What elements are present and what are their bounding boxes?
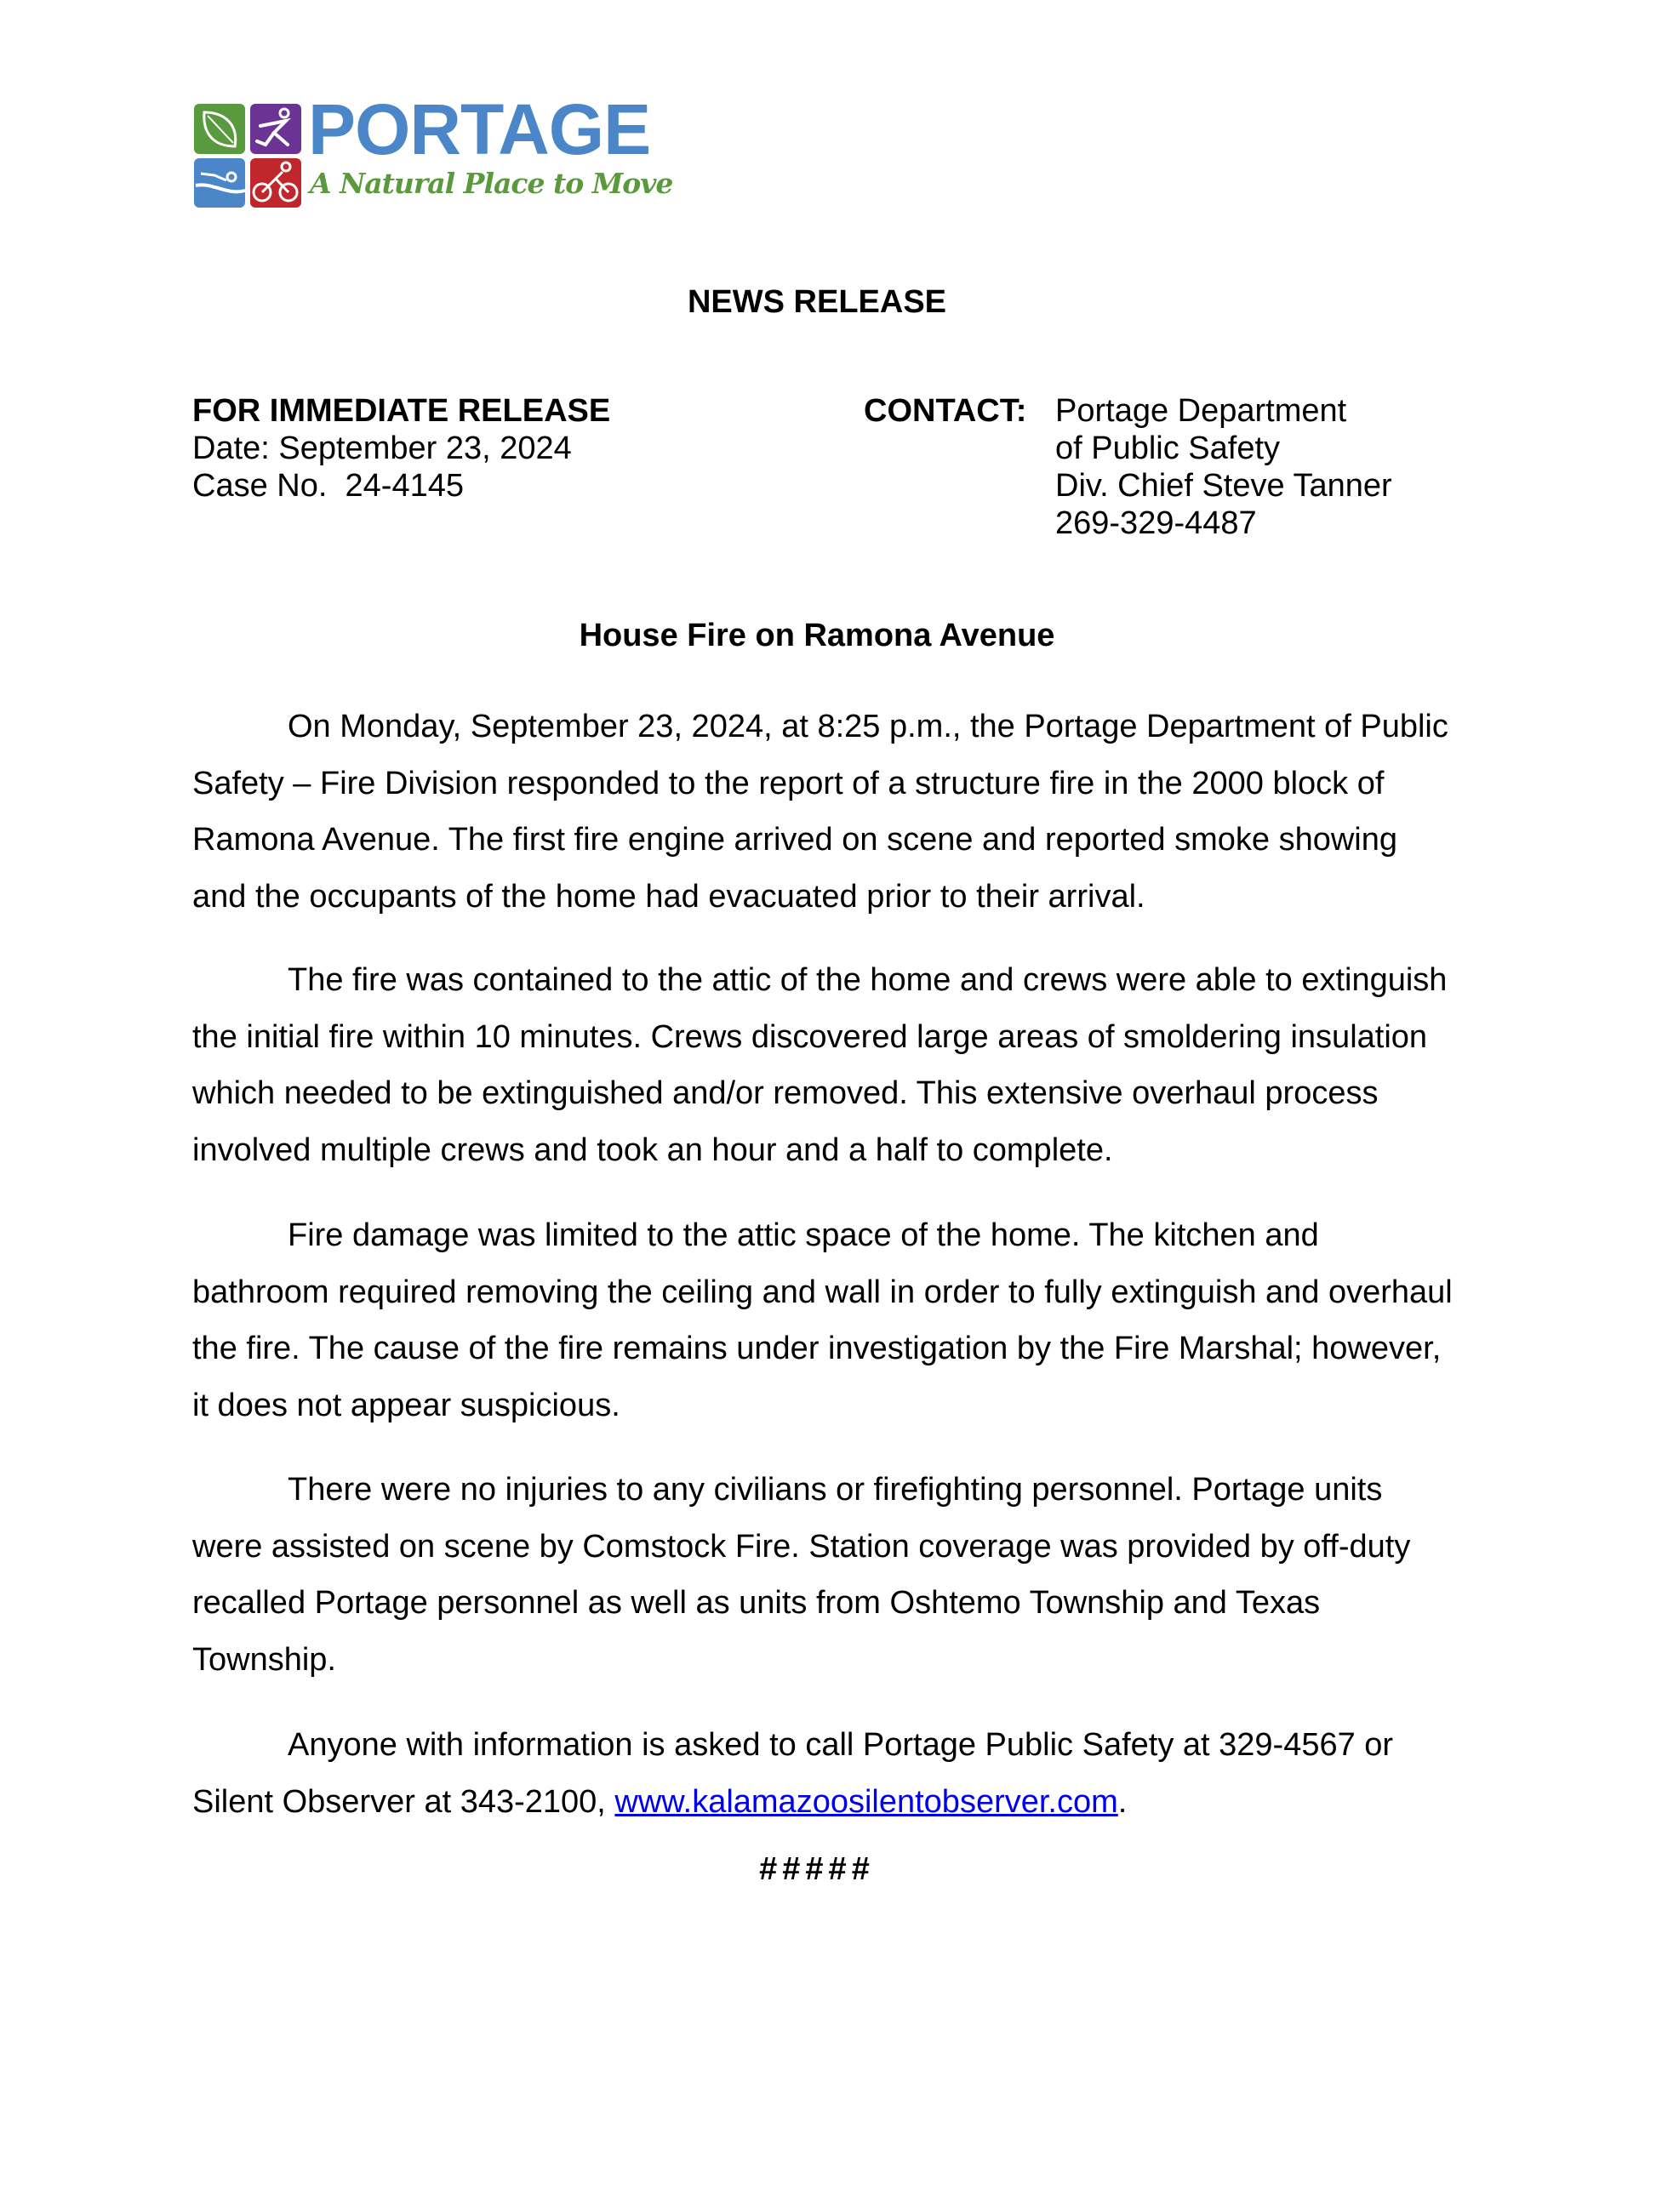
text-line: the initial fire within 10 minutes. Crews discovered large areas of smoldering insulation [192, 1018, 1428, 1055]
text-segment: . [1117, 1783, 1128, 1820]
contact-label: CONTACT: [864, 393, 1027, 429]
release-info [192, 392, 610, 505]
text-line: There were no injuries to any civilians or firefighting personnel. Portage units [288, 1472, 1383, 1508]
release-title: House Fire on Ramona Avenue [579, 618, 1055, 653]
news-release-heading: NEWS RELEASE [687, 284, 947, 320]
end-mark: ##### [759, 1851, 875, 1887]
contact-line: of Public Safety [1055, 430, 1281, 466]
text-line: Township. [192, 1642, 336, 1679]
paragraph-3 [192, 1207, 1469, 1434]
text-line: On Monday, September 23, 2024, at 8:25 p.m., the Portage Department of Public [288, 709, 1448, 744]
text-line: it does not appear suspicious. [192, 1388, 620, 1424]
text-line: recalled Portage personnel as well as units from Oshtemo Township and Texas [192, 1585, 1321, 1622]
portage-logo [192, 89, 673, 211]
silent-observer-link[interactable]: www.kalamazoosilentobserver.com [614, 1783, 1118, 1820]
contact-line: Div. Chief Steve Tanner [1055, 468, 1392, 504]
text-line: involved multiple crews and took an hour and a half to complete. [192, 1132, 1113, 1169]
text-line: The fire was contained to the attic of the home and crews were able to extinguish [288, 962, 1448, 998]
text-line: Ramona Avenue. The first fire engine arrived on scene and reported smoke showing [192, 822, 1397, 858]
text-line: Safety – Fire Division responded to the report of a structure fire in the 2000 block of [192, 765, 1385, 801]
contact-line: 269-329-4487 [1055, 505, 1257, 541]
logo-tagline: A Natural Place to Move [310, 167, 673, 200]
text-line [192, 1774, 1469, 1831]
logo-squares-icon [192, 100, 303, 211]
paragraph-2 [192, 952, 1469, 1179]
text-line: Fire damage was limited to the attic space of the home. The kitchen and [288, 1217, 1319, 1253]
text-line: Anyone with information is asked to call Portage Public Safety at 329-4567 or [288, 1727, 1394, 1763]
text-line: bathroom required removing the ceiling and wall in order to fully extinguish and overhaul [192, 1274, 1453, 1310]
logo-wordmark: PORTAGE [308, 89, 651, 169]
paragraph-4 [192, 1462, 1469, 1689]
paragraph-5 [192, 1717, 1469, 1830]
contact-line: Portage Department [1055, 393, 1347, 429]
contact-info [1055, 392, 1392, 542]
text-line: and the occupants of the home had evacuated prior to their arrival. [192, 879, 1145, 915]
text-segment: Silent Observer at 343-2100, [192, 1783, 615, 1820]
release-label: FOR IMMEDIATE RELEASE [192, 393, 611, 429]
paragraph-1 [192, 698, 1469, 926]
text-line: were assisted on scene by Comstock Fire. Station coverage was provided by off-duty [192, 1528, 1411, 1565]
text-line: which needed to be extinguished and/or removed. This extensive overhaul process [192, 1075, 1379, 1112]
release-date: Date: September 23, 2024 [192, 430, 572, 466]
case-number: Case No. 24-4145 [192, 468, 464, 504]
text-line: the fire. The cause of the fire remains under investigation by the Fire Marshal; however, [192, 1331, 1442, 1367]
